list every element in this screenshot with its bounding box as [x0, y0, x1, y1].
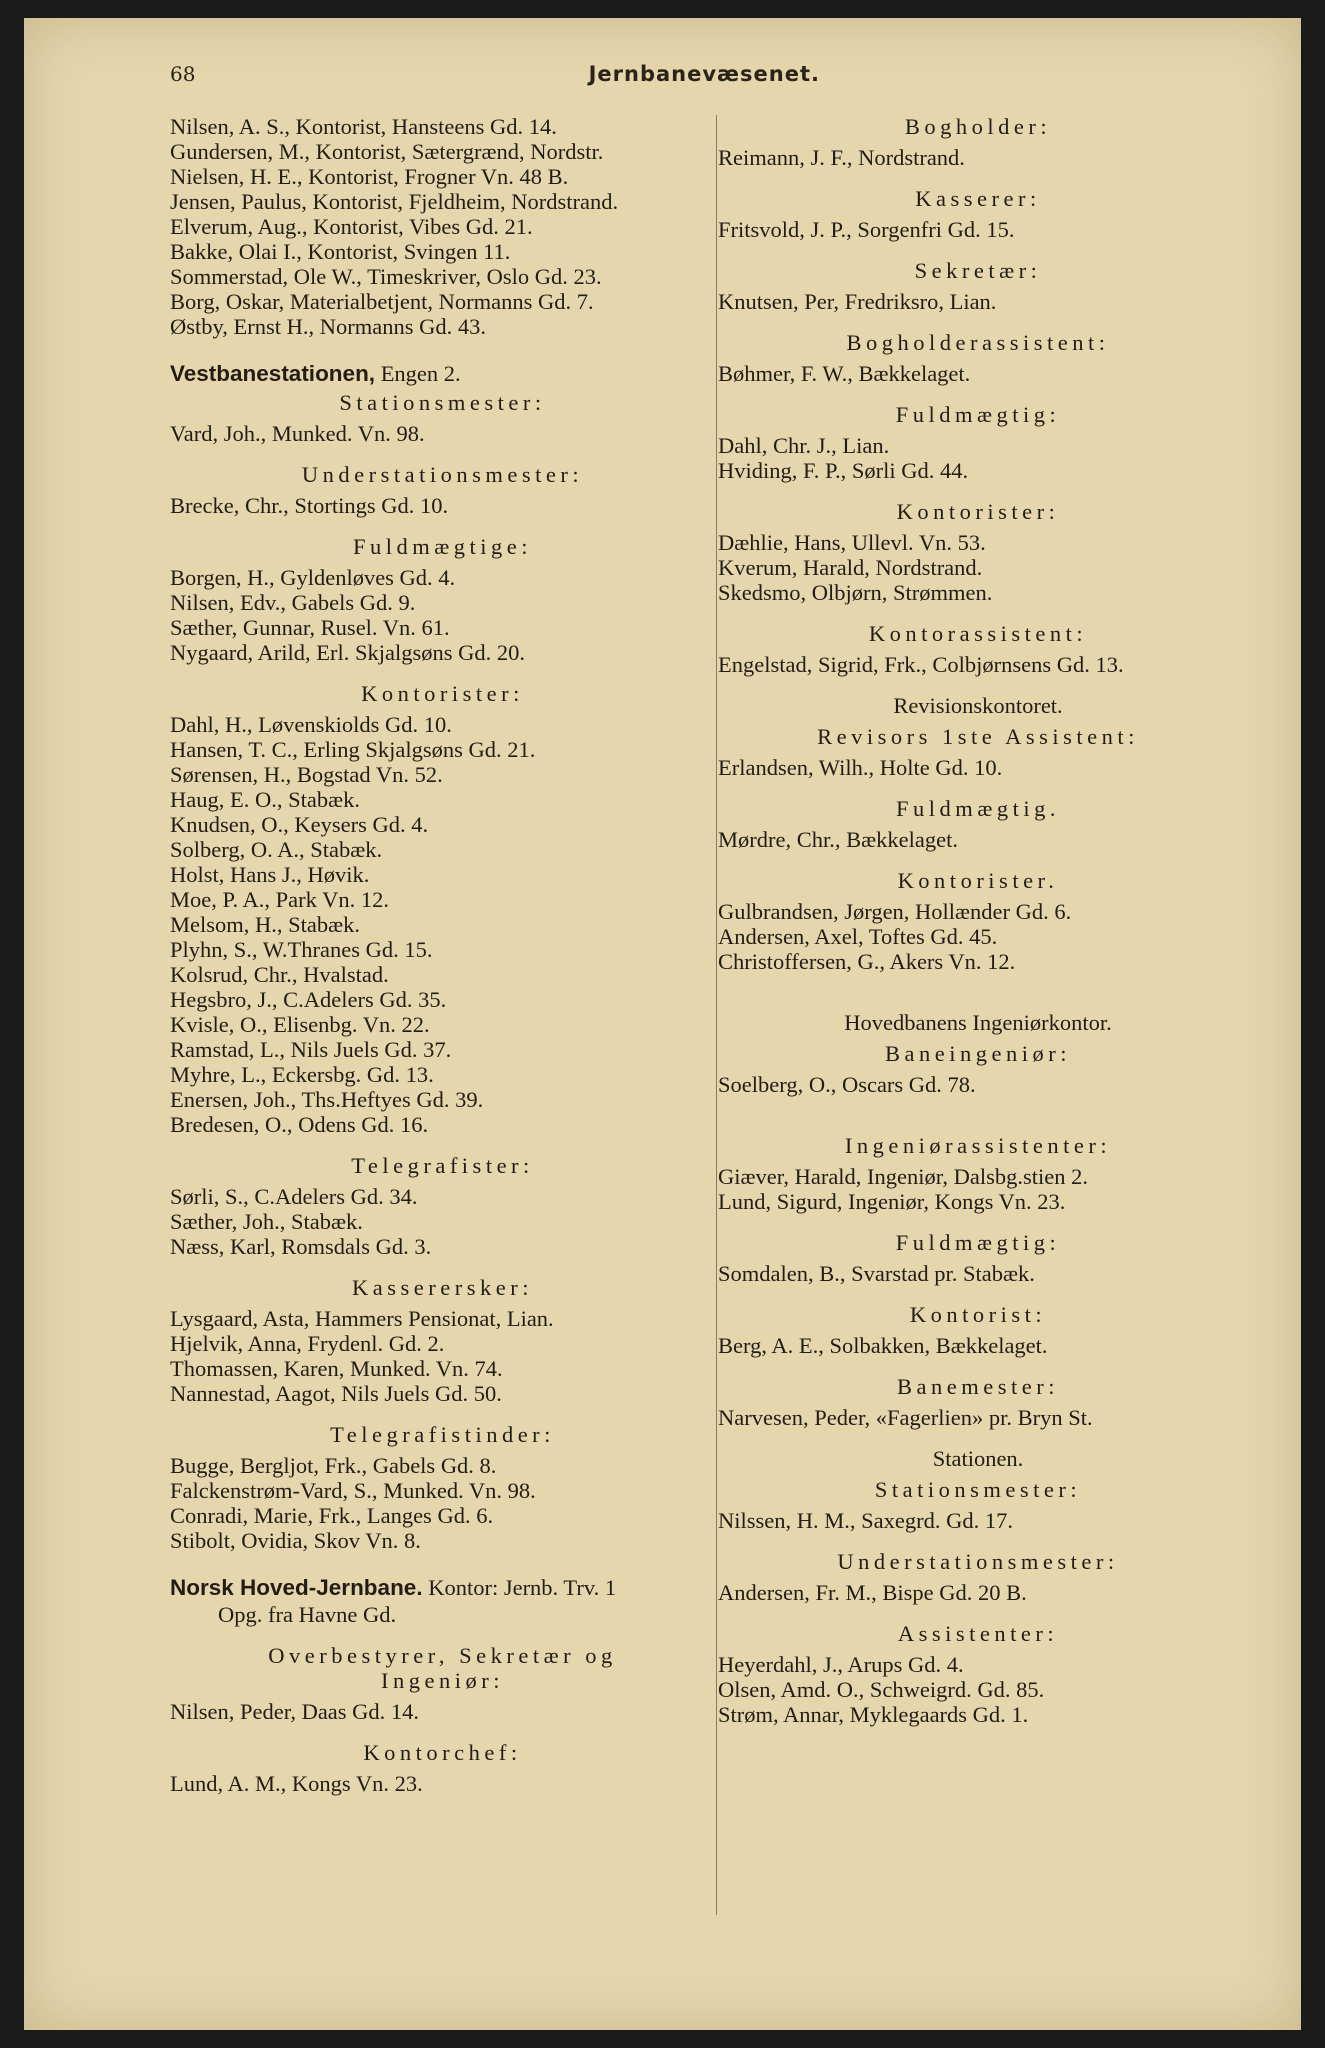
section-entries [718, 1164, 1238, 1214]
directory-entry: Holst, Hans J., Høvik. [170, 862, 370, 887]
directory-entry: Vard, Joh., Munked. Vn. 98. [170, 421, 425, 446]
right-column [718, 114, 1238, 1727]
section-entries [170, 1306, 715, 1406]
directory-entry: Nilsen, A. S., Kontorist, Hansteens Gd. 14. [170, 114, 557, 139]
directory-entry: Mørdre, Chr., Bækkelaget. [718, 827, 958, 852]
directory-entry: Lund, Sigurd, Ingeniør, Kongs Vn. 23. [718, 1189, 1066, 1214]
directory-entry: Østby, Ernst H., Normanns Gd. 43. [170, 314, 487, 339]
section-entries [718, 145, 1238, 170]
section-entries [718, 289, 1238, 314]
section-entries [718, 1261, 1238, 1286]
directory-entry: Nilsen, Edv., Gabels Gd. 9. [170, 590, 416, 615]
directory-entry: Stibolt, Ovidia, Skov Vn. 8. [170, 1528, 421, 1553]
section-heading: Fuldmægtige: [352, 534, 532, 559]
directory-entry: Sørensen, H., Bogstad Vn. 52. [170, 762, 443, 787]
section-entries [718, 1405, 1238, 1430]
directory-entry: Narvesen, Peder, «Fagerlien» pr. Bryn St. [718, 1405, 1093, 1430]
directory-entry: Nilsen, Peder, Daas Gd. 14. [170, 1699, 420, 1724]
section-heading: Understationsmester: [837, 1549, 1119, 1574]
directory-entry: Knutsen, Per, Fredriksro, Lian. [718, 289, 997, 314]
section-heading: Bogholderassistent: [846, 330, 1110, 355]
running-title: Jernbanevæsenet. [588, 62, 820, 86]
section-entries [170, 1771, 715, 1796]
page-header [170, 62, 820, 92]
directory-entry: Kolsrud, Chr., Hvalstad. [170, 962, 389, 987]
station-address: Engen 2. [375, 361, 461, 386]
section-heading: Kasserersker: [352, 1275, 533, 1300]
section-entries [718, 530, 1238, 605]
section-entries [170, 1699, 715, 1724]
section-heading: Overbestyrer, Sekretær og [268, 1643, 617, 1668]
directory-entry: Dæhlie, Hans, Ullevl. Vn. 53. [718, 530, 986, 555]
station-heading-vestbane [170, 361, 715, 386]
station-name: Vestbanestationen, [170, 361, 376, 386]
directory-entry: Gulbrandsen, Jørgen, Hollænder Gd. 6. [718, 899, 1072, 924]
directory-entry: Reimann, J. F., Nordstrand. [718, 145, 965, 170]
section-heading: Assistenter: [897, 1621, 1059, 1646]
section-heading: Stationsmester: [874, 1477, 1082, 1502]
section-entries [718, 217, 1238, 242]
directory-entry: Dahl, Chr. J., Lian. [718, 433, 890, 458]
section-heading: Fuldmægtig: [895, 402, 1061, 427]
section-heading: Kontorister: [361, 681, 524, 706]
section-heading: Bogholder: [904, 114, 1052, 139]
directory-entry: Bakke, Olai I., Kontorist, Svingen 11. [170, 239, 511, 264]
directory-entry: Næss, Karl, Romsdals Gd. 3. [170, 1234, 432, 1259]
department-title: Stationen. [932, 1446, 1024, 1471]
directory-entry: Andersen, Fr. M., Bispe Gd. 20 B. [718, 1580, 1027, 1605]
directory-entry: Giæver, Harald, Ingeniør, Dalsbg.stien 2. [718, 1164, 1088, 1189]
section-heading: Kontorchef: [363, 1740, 522, 1765]
section-entries [718, 1072, 1238, 1097]
directory-entry: Hansen, T. C., Erling Skjalgsøns Gd. 21. [170, 737, 536, 762]
section-entries [718, 361, 1238, 386]
directory-entry: Knudsen, O., Keysers Gd. 4. [170, 812, 429, 837]
directory-entry: Myhre, L., Eckersbg. Gd. 13. [170, 1062, 434, 1087]
directory-entry: Somdalen, B., Svarstad pr. Stabæk. [718, 1261, 1035, 1286]
railway-address: Kontor: Jernb. Trv. 1 [422, 1575, 617, 1600]
directory-entry: Kverum, Harald, Nordstrand. [718, 555, 983, 580]
directory-entry: Berg, A. E., Solbakken, Bækkelaget. [718, 1333, 1048, 1358]
directory-entry: Sommerstad, Ole W., Timeskriver, Oslo Gd. 23. [170, 264, 602, 289]
directory-entry: Fritsvold, J. P., Sorgenfri Gd. 15. [718, 217, 1015, 242]
directory-entry: Nilssen, H. M., Saxegrd. Gd. 17. [718, 1508, 1013, 1533]
section-entries [170, 712, 715, 1137]
section-heading: Fuldmægtig. [896, 796, 1060, 821]
directory-entry: Heyerdahl, J., Arups Gd. 4. [718, 1652, 964, 1677]
directory-entry: Kvisle, O., Elisenbg. Vn. 22. [170, 1012, 430, 1037]
section-entries [718, 899, 1238, 974]
directory-entry: Jensen, Paulus, Kontorist, Fjeldheim, Nordstrand. [170, 189, 619, 214]
spacer [718, 974, 1238, 1010]
department-title: Hovedbanens Ingeniørkontor. [844, 1010, 1112, 1035]
column-divider [716, 115, 717, 1915]
station-heading-hoved [170, 1575, 715, 1600]
directory-entry: Christoffersen, G., Akers Vn. 12. [718, 949, 1016, 974]
section-entries [170, 493, 715, 518]
section-heading: Stationsmester: [339, 390, 546, 415]
section-heading: Kontorister. [897, 868, 1059, 893]
section-entries [718, 755, 1238, 780]
left-column [170, 114, 715, 1796]
directory-entry: Melsom, H., Stabæk. [170, 912, 361, 937]
directory-entry: Sørli, S., C.Adelers Gd. 34. [170, 1184, 418, 1209]
directory-entry: Engelstad, Sigrid, Frk., Colbjørnsens Gd. 13. [718, 652, 1124, 677]
section-entries [718, 652, 1238, 677]
directory-entry: Hviding, F. P., Sørli Gd. 44. [718, 458, 969, 483]
section-entries [718, 1652, 1238, 1727]
section-heading: Telegrafistinder: [330, 1422, 555, 1447]
directory-entry: Hjelvik, Anna, Frydenl. Gd. 2. [170, 1331, 445, 1356]
directory-entry: Borg, Oskar, Materialbetjent, Normanns Gd. 7. [170, 289, 594, 314]
section-heading: Kasserer: [915, 186, 1041, 211]
directory-entry: Bugge, Bergljot, Frk., Gabels Gd. 8. [170, 1453, 497, 1478]
directory-entry: Gundersen, M., Kontorist, Sætergrænd, Nordstr. [170, 139, 604, 164]
directory-entry: Hegsbro, J., C.Adelers Gd. 35. [170, 987, 447, 1012]
directory-entry: Lund, A. M., Kongs Vn. 23. [170, 1771, 423, 1796]
directory-entry: Enersen, Joh., Ths.Heftyes Gd. 39. [170, 1087, 484, 1112]
section-heading-cont: Ingeniør: [381, 1668, 504, 1693]
section-entries [718, 827, 1238, 852]
directory-entry: Elverum, Aug., Kontorist, Vibes Gd. 21. [170, 214, 533, 239]
directory-entry: Borgen, H., Gyldenløves Gd. 4. [170, 565, 456, 590]
directory-entry: Sæther, Joh., Stabæk. [170, 1209, 363, 1234]
section-heading: Baneingeniør: [885, 1041, 1071, 1066]
directory-entry: Falckenstrøm-Vard, S., Munked. Vn. 98. [170, 1478, 536, 1503]
section-heading: Telegrafister: [351, 1153, 534, 1178]
directory-entry: Bredesen, O., Odens Gd. 16. [170, 1112, 429, 1137]
section-heading: Sekretær: [914, 258, 1042, 283]
directory-entry: Nygaard, Arild, Erl. Skjalgsøns Gd. 20. [170, 640, 525, 665]
section-heading: Kontorassistent: [868, 621, 1088, 646]
directory-entry: Ramstad, L., Nils Juels Gd. 37. [170, 1037, 452, 1062]
directory-entry: Strøm, Annar, Myklegaards Gd. 1. [718, 1702, 1029, 1727]
directory-entry: Brecke, Chr., Stortings Gd. 10. [170, 493, 449, 518]
directory-entry: Sæther, Gunnar, Rusel. Vn. 61. [170, 615, 450, 640]
directory-entry: Skedsmo, Olbjørn, Strømmen. [718, 580, 993, 605]
directory-entry: Conradi, Marie, Frk., Langes Gd. 6. [170, 1503, 494, 1528]
section-heading: Kontorister: [896, 499, 1060, 524]
directory-entry: Lysgaard, Asta, Hammers Pensionat, Lian. [170, 1306, 554, 1331]
section-entries [718, 433, 1238, 483]
section-heading: Kontorist: [909, 1302, 1047, 1327]
section-heading: Fuldmægtig: [895, 1230, 1061, 1255]
section-heading: Understationsmester: [301, 462, 584, 487]
directory-entry: Haug, E. O., Stabæk. [170, 787, 360, 812]
section-entries [170, 1453, 715, 1553]
section-heading: Revisors 1ste Assistent: [817, 724, 1139, 749]
section-entries [170, 565, 715, 665]
directory-entry: Moe, P. A., Park Vn. 12. [170, 887, 389, 912]
railway-name: Norsk Hoved-Jernbane. [170, 1575, 423, 1600]
department-title: Revisionskontoret. [893, 693, 1063, 718]
section-heading: Banemester: [897, 1374, 1059, 1399]
section-entries [170, 1184, 715, 1259]
directory-entry: Olsen, Amd. O., Schweigrd. Gd. 85. [718, 1677, 1045, 1702]
section-entries [718, 1580, 1238, 1605]
directory-entry: Andersen, Axel, Toftes Gd. 45. [718, 924, 998, 949]
directory-entry: Erlandsen, Wilh., Holte Gd. 10. [718, 755, 1003, 780]
railway-address-cont: Opg. fra Havne Gd. [218, 1602, 397, 1627]
section-entries [170, 421, 715, 446]
directory-entry: Solberg, O. A., Stabæk. [170, 837, 383, 862]
top-entries [170, 114, 715, 339]
directory-entry: Thomassen, Karen, Munked. Vn. 74. [170, 1356, 503, 1381]
directory-entry: Nielsen, H. E., Kontorist, Frogner Vn. 48 B. [170, 164, 569, 189]
directory-entry: Soelberg, O., Oscars Gd. 78. [718, 1072, 976, 1097]
section-entries [718, 1508, 1238, 1533]
section-heading: Ingeniørassistenter: [844, 1133, 1112, 1158]
page-number: 68 [170, 62, 196, 86]
section-entries [718, 1333, 1238, 1358]
directory-entry: Dahl, H., Løvenskiolds Gd. 10. [170, 712, 452, 737]
directory-entry: Nannestad, Aagot, Nils Juels Gd. 50. [170, 1381, 502, 1406]
directory-entry: Plyhn, S., W.Thranes Gd. 15. [170, 937, 433, 962]
directory-entry: Bøhmer, F. W., Bækkelaget. [718, 361, 971, 386]
